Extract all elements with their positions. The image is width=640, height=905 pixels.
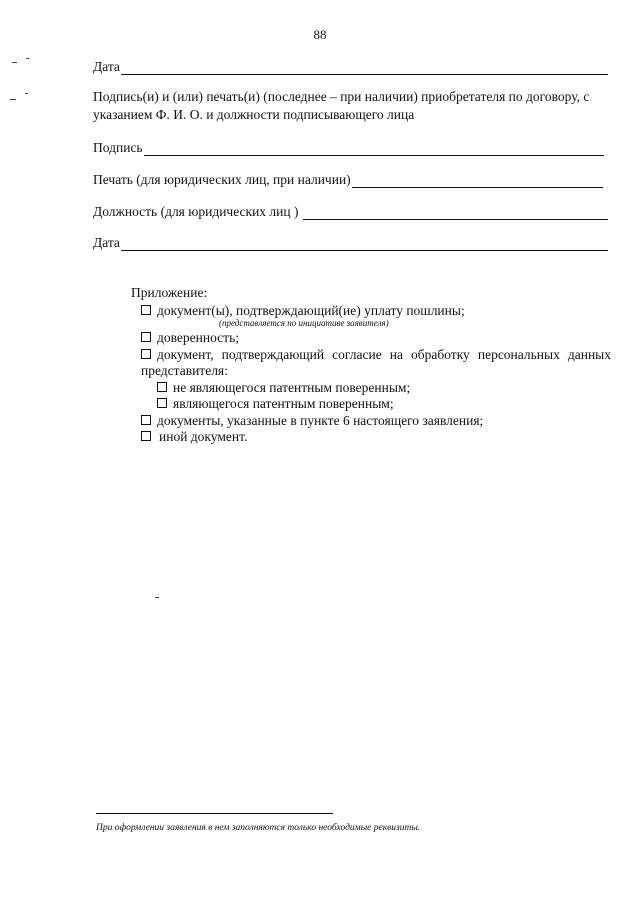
appendix-item-label: документ, подтверждающий согласие на обработку персональных данных xyxy=(157,346,611,362)
appendix-item-label: иной документ. xyxy=(159,429,248,444)
checkbox-icon[interactable] xyxy=(141,415,151,425)
appendix-item-label: не являющегося патентным поверенным; xyxy=(173,379,411,395)
position-field xyxy=(93,204,608,220)
date-field-top xyxy=(93,59,608,75)
checkbox-icon[interactable] xyxy=(157,382,167,392)
date-label: Дата xyxy=(93,59,120,74)
scan-mark xyxy=(12,62,17,63)
appendix-item-fee xyxy=(131,303,611,320)
checkbox-icon[interactable] xyxy=(141,349,151,359)
scan-mark xyxy=(25,93,28,94)
appendix-subitem-attorney xyxy=(131,396,611,413)
scan-mark xyxy=(155,597,159,598)
position-label: Должность (для юридических лиц ) xyxy=(93,204,299,219)
appendix-item-label: являющегося патентным поверенным; xyxy=(173,396,394,411)
date-label: Дата xyxy=(93,235,120,250)
signature-label: Подпись xyxy=(93,140,143,155)
appendix-item-label: доверенность; xyxy=(157,330,239,345)
appendix-subitem-not-attorney xyxy=(131,380,611,397)
date-blank[interactable] xyxy=(121,237,608,251)
appendix-item-label: документы, указанные в пункте 6 настоящего заявления; xyxy=(157,412,484,428)
checkbox-icon[interactable] xyxy=(141,332,151,342)
checkbox-icon[interactable] xyxy=(141,305,151,315)
appendix-item-consent xyxy=(131,347,611,364)
scan-mark xyxy=(26,58,29,59)
footnote-divider xyxy=(96,813,333,814)
appendix-list xyxy=(131,285,611,446)
appendix-item-consent-cont xyxy=(131,363,611,380)
footnote: При оформлении заявления в нем заполняются только необходимые реквизиты. xyxy=(96,823,421,833)
page-number: 88 xyxy=(313,27,327,42)
signature-blank[interactable] xyxy=(144,142,604,156)
date-field-bottom xyxy=(93,235,608,251)
fee-note: (представляется по инициативе заявителя) xyxy=(219,318,389,328)
signature-intro: Подпись(и) и (или) печать(и) (последнее – при наличии) приобретателя по договору, с указанием Ф. И. О. и должности подписывающего лица xyxy=(93,89,590,122)
date-blank[interactable] xyxy=(121,61,608,75)
signature-field xyxy=(93,140,604,156)
appendix-item-other xyxy=(131,429,611,446)
stamp-label: Печать (для юридических лиц, при наличии) xyxy=(93,172,351,187)
checkbox-icon[interactable] xyxy=(157,398,167,408)
position-blank[interactable] xyxy=(303,206,609,220)
scan-mark xyxy=(10,99,16,100)
appendix-heading: Приложение: xyxy=(131,285,208,300)
appendix-item-label: документ(ы), подтверждающий(ие) уплату пошлины; xyxy=(157,302,465,318)
stamp-field xyxy=(93,172,603,188)
appendix-item-poa xyxy=(131,330,611,347)
checkbox-icon[interactable] xyxy=(141,431,151,441)
appendix-item-docs-p6 xyxy=(131,413,611,430)
stamp-blank[interactable] xyxy=(352,174,603,188)
appendix-item-label: представителя: xyxy=(141,363,228,378)
